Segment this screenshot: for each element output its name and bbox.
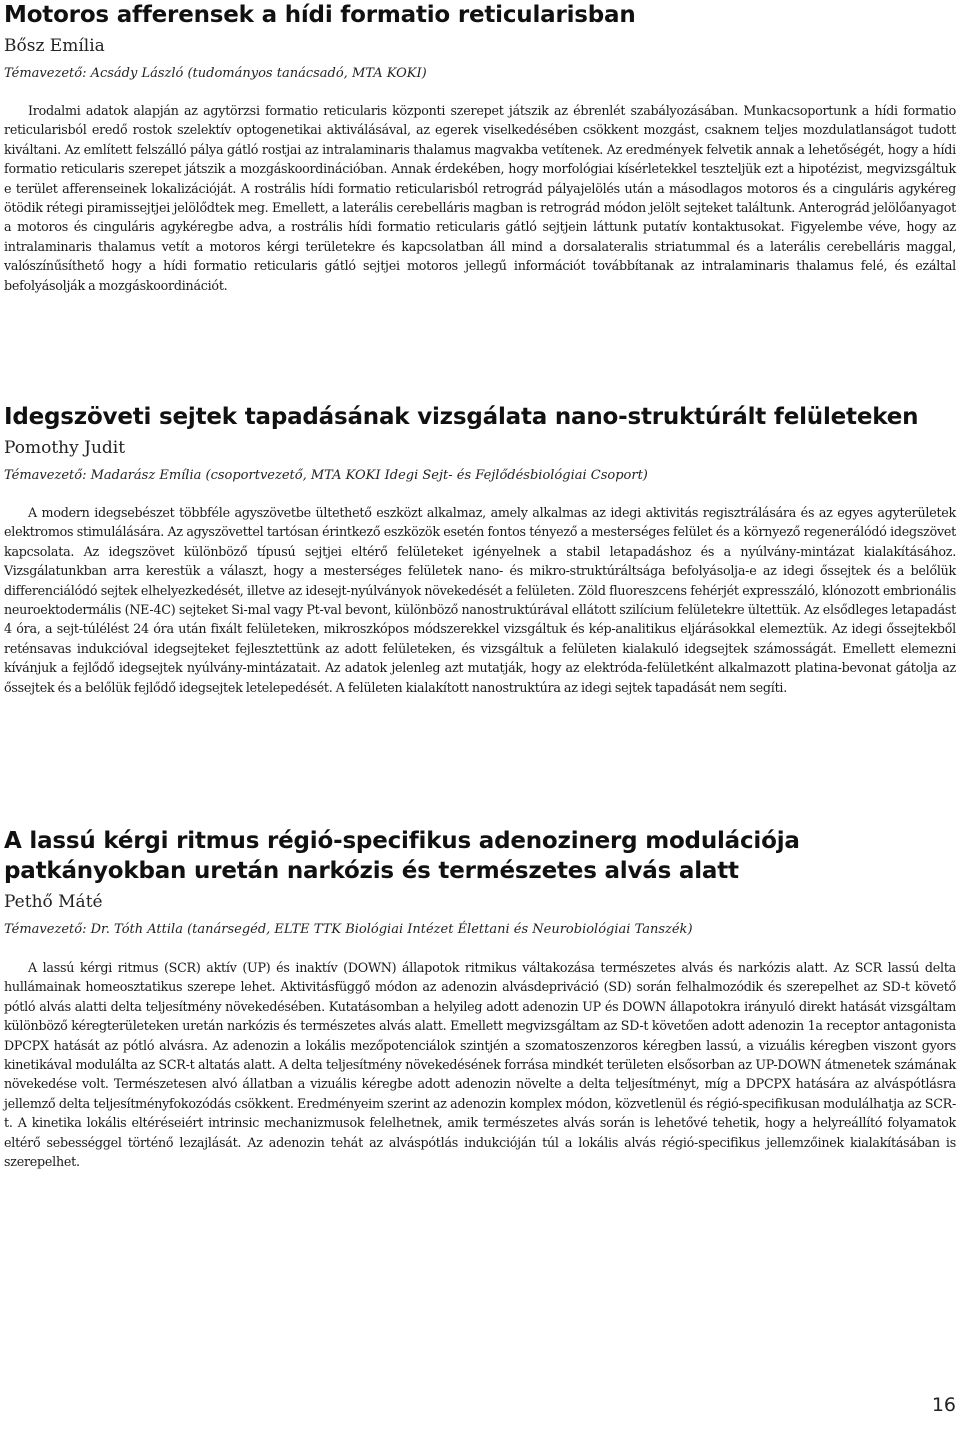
abstract-section-3 — [4, 826, 956, 1171]
abstract-title: Motoros afferensek a hídi formatio reticularisban — [4, 2, 636, 28]
abstract-title: A lassú kérgi ritmus régió-specifikus adenozinerg modulációja patkányokban uretán narkózis és természetes alvás alatt — [4, 828, 800, 884]
abstract-body: A modern idegsebészet többféle agyszövetbe ültethető eszközt alkalmaz, amely alkalmas az idegi aktivitás regisztrálására és az egyes agyterületek elektromos stimulálására. Az agyszövettel tartósan érintkező eszközök esetén fontos tényező a mesterséges felület és a környező regenerálódó idegszövet kapcsolata. Az idegszövet különböző típusú sejtjei eltérő felületeket igényelnek a stabil letapadáshoz és a nyúlvány-mintázat kialakításához. Vizsgálatunkban arra kerestük a választ, hogy a mesterséges felületek nano- és mikro-struktúráltsága befolyásolja-e az idegi őssejtek és a belőlük differenciálódó sejtek elhelyezkedését, illetve az idesejt-nyúlványok növekedését a felületen. Zöld fluoreszcens fehérjét expresszáló, klónozott embrionális neuroektodermális (NE-4C) sejteket Si-mal vagy Pt-val bevont, különböző nanostruktúrával ellátott szilícium felületekre ültettük. Az elsődleges letapadást 4 óra, a sejt-túlélést 24 óra után fixált felületeken, mikroszkópos módszerekkel vizsgáltuk és kép-analitikus eljárásokkal elemeztük. Az idegi őssejtekből reténsavas indukcióval idegsejteket fejlesztettünk az adott felületeken, és vizsgáltuk a felületen kialakuló idegsejtek számosságát. Emellett elemezni kívánjuk a fejlődő idegsejtek nyúlvány-mintázatait. Az adatok jelenleg azt mutatják, hogy az elektróda-felületként alkalmazott platina-bevonat gátolja az őssejtek és a belőlük fejlődő idegsejtek letelepedését. A felületen kialakított nanostruktúra az idegi sejtek tapadását nem segíti. — [4, 505, 956, 695]
abstract-section-2 — [4, 402, 956, 697]
supervisor-line: Témavezető: Acsády László (tudományos tanácsadó, MTA KOKI) — [4, 66, 427, 81]
abstract-body: A lassú kérgi ritmus (SCR) aktív (UP) és inaktív (DOWN) állapotok ritmikus váltakozása természetes alvás és narkózis alatt. Az SCR lassú delta hullámainak homeosztatikus szerepe lehet. Aktivitásfüggő módon az adenozin alvásdepriváció (SD) során felhalmozódik és szerepelhet az SD-t követő pótló alvás alatti delta teljesítmény növekedésében. Kutatásomban a helyileg adott adenozin UP és DOWN állapotokra irányuló direkt hatását vizsgáltam különböző kéregterületeken uretán narkózis és természetes alvás alatt. Emellett megvizsgáltam az SD-t követően adott adenozin 1a receptor antagonista DPCPX hatását az pótló alvásra. Az adenozin a lokális mezőpotenciálok szintjén a szomatoszenzoros kéregben lassú, a vizuális kéregben viszont gyors kinetikával modulálta az SCR-t altatás alatt. A delta teljesítmény növekedésének forrása mindkét területen elsősorban az UP-DOWN átmenetek számának növekedése volt. Természetesen alvó állatban a vizuális kéregbe adott adenozin növelte a delta teljesítményt, míg a DPCPX hatására az alváspótlásra jellemző delta teljesítményfokozódás csökkent. Eredményeim szerint az adenozin komplex módon, közvetlenül és régió-specifikusan modulálhatja az SCR-t. A kinetika lokális eltéréseiért intrinsic mechanizmusok felelhetnek, amik természetes alvás során is lehetővé tehetik, hogy a helyreállító folyamatok eltérő sebességgel történő lezajlását. Az adenozin tehát az alváspótlás indukcióján túl a lokális alvás régió-specifikus jellemzőinek kialakításában is szerepelhet. — [4, 960, 956, 1170]
author-name: Pomothy Judit — [4, 438, 126, 458]
abstract-section-1 — [4, 0, 956, 295]
page-number: 16 — [931, 1394, 956, 1416]
abstract-title: Idegszöveti sejtek tapadásának vizsgálata nano-struktúrált felületeken — [4, 404, 919, 430]
author-name: Bősz Emília — [4, 36, 105, 56]
supervisor-line: Témavezető: Madarász Emília (csoportvezető, MTA KOKI Idegi Sejt- és Fejlődésbiológiai Csoport) — [4, 468, 648, 483]
supervisor-line: Témavezető: Dr. Tóth Attila (tanársegéd, ELTE TTK Biológiai Intézet Élettani és Neurobiológiai Tanszék) — [4, 922, 693, 937]
author-name: Pethő Máté — [4, 892, 103, 912]
abstract-body: Irodalmi adatok alapján az agytörzsi formatio reticularis központi szerepet játszik az ébrenlét szabályozásában. Munkacsoportunk a hídi formatio reticularisból eredő rostok szelektív optogenetikai aktiválásával, az egerek viselkedésében csökkent mozgást, csaknem teljes mozdulatlanságot tudott kiváltani. Az említett felszálló pálya gátló rostjai az intralaminaris thalamus magvakba vetítenek. Az eredmények felvetik annak a lehetőségét, hogy a hídi formatio reticularis szerepet játszik a mozgáskoordinációban. Annak érdekében, hogy morfológiai kísérletekkel teszteljük ezt a hipotézist, megvizsgáltuk e terület afferenseinek lokalizációját. A rostrális hídi formatio reticularisból retrográd pályajelölés után a másodlagos motoros és a cinguláris agykéreg ötödik rétegi piramissejtjei jelölődtek meg. Emellett, a laterális cerebelláris magban is retrográd módon jelölt sejteket találtunk. Anterográd jelölőanyagot a motoros és cinguláris agykéregbe adva, a rostrális hídi formatio reticularis gátló sejtjein láttunk putatív kontaktusokat. Figyelembe véve, hogy az intralaminaris thalamus vetít a motoros kérgi területekre és kapcsolatban áll mind a dorsalateralis striatummal és a laterális cerebelláris maggal, valószínűsíthető hogy a hídi formatio reticularis gátló sejtjei motoros jellegű információt továbbítanak az intralaminaris thalamus felé, és ezáltal befolyásolják a mozgáskoordinációt. — [4, 103, 956, 293]
